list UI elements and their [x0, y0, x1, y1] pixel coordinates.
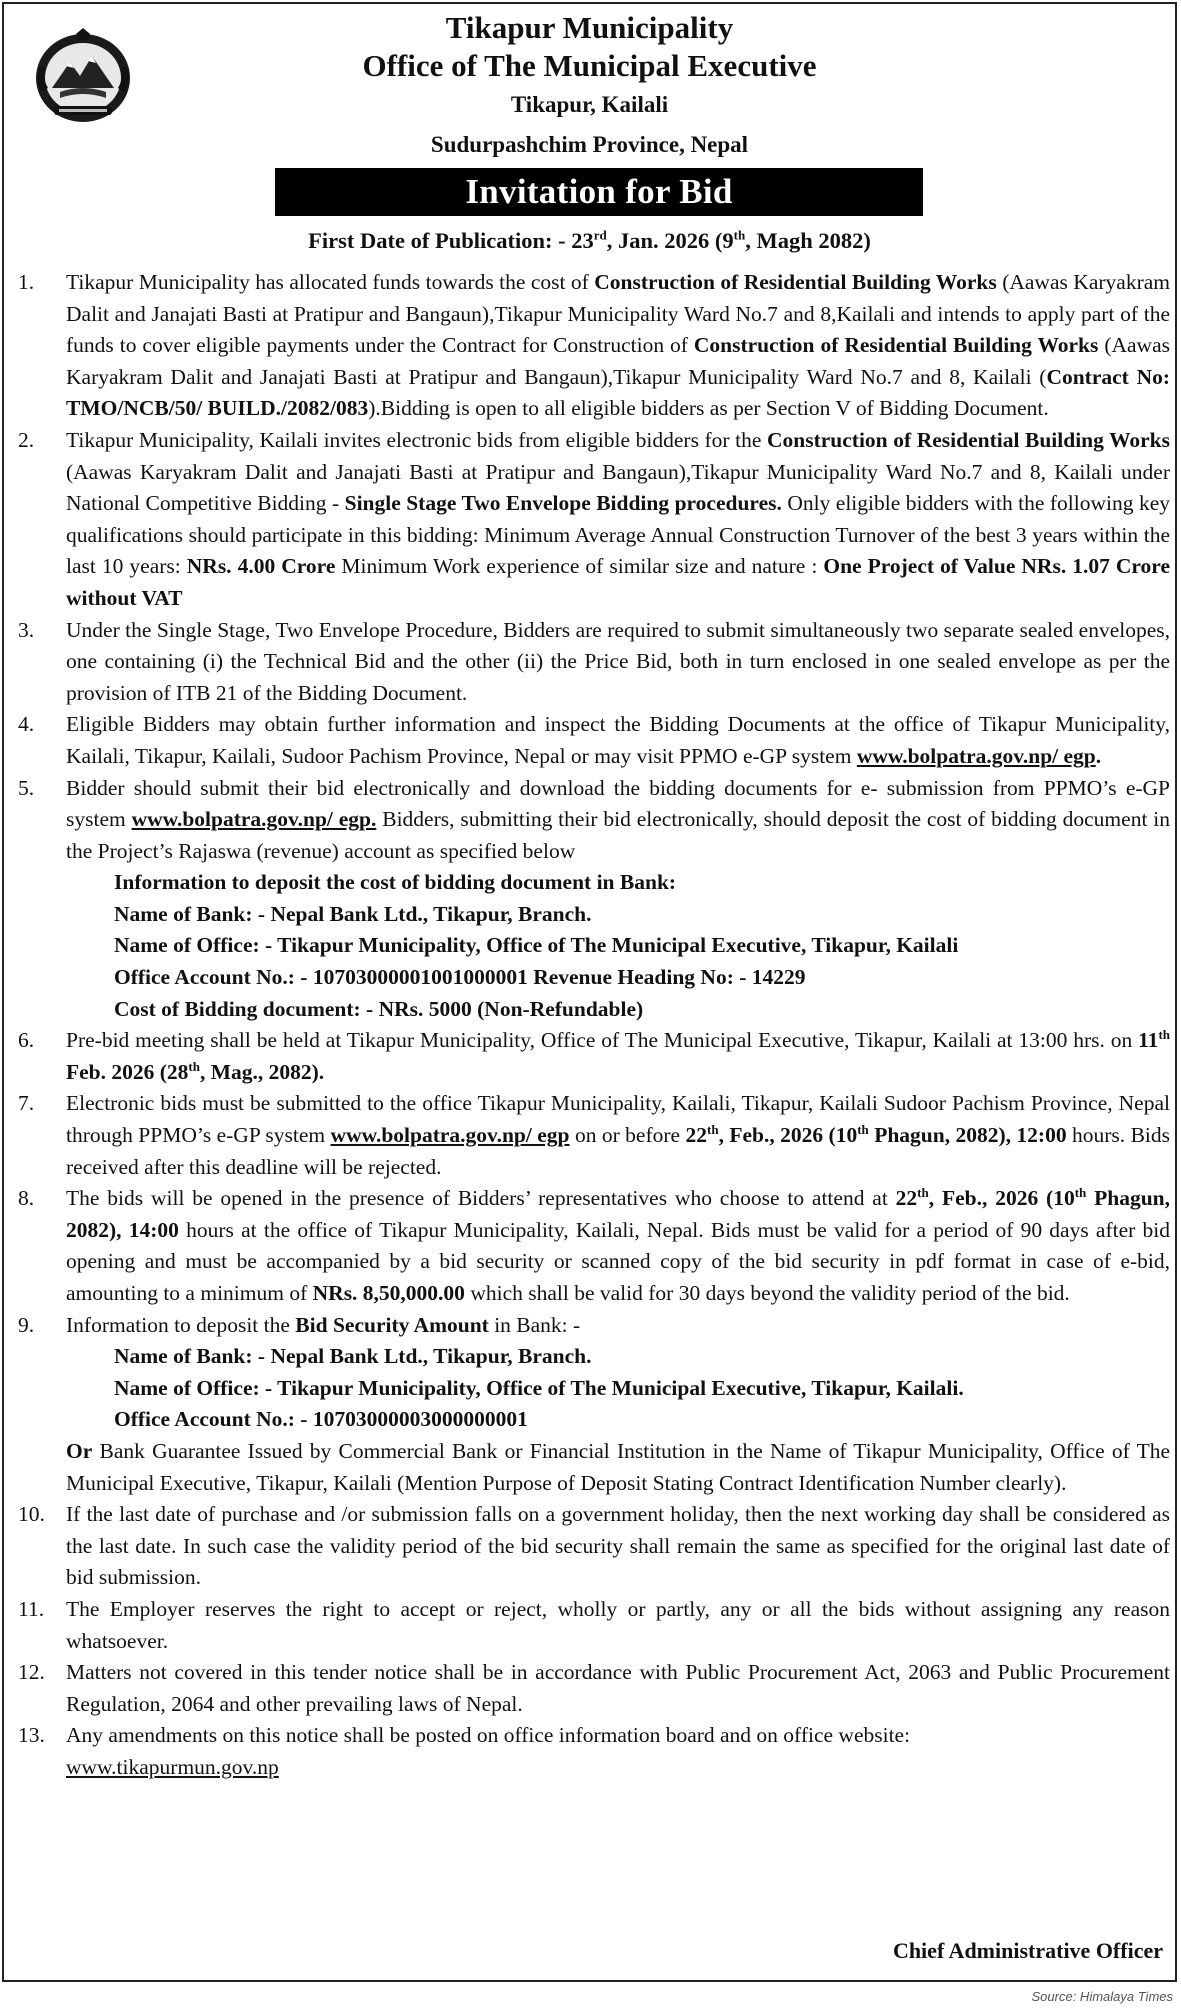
- clause-9: 9. Information to deposit the Bid Security Amount in Bank: - Name of Bank: - Nepal Bank Ltd., Tikapur, Branch. Name of Office: - Tikapur Municipality, Office of The Municipal Executive, Tikapur, Kailali. Office Account No.: - 10703000003000000001 Or Bank Guarantee Issued by Commercial Bank or Financial Institution in the Name of Tikapur Municipality, Office of The Municipal Executive, Tikapur, Kailali (Mention Purpose of Deposit Stating Contract Identification Number clearly).: [18, 1310, 1170, 1500]
- bank-info-heading: Information to deposit the cost of bidding document in Bank:: [114, 870, 677, 895]
- website-link[interactable]: www.tikapurmun.gov.np: [66, 1754, 279, 1779]
- source-credit: Source: Himalaya Times: [1031, 1989, 1173, 2004]
- account-number: Office Account No.: - 10703000001001000001 Revenue Heading No: - 14229: [114, 965, 806, 990]
- notice-title-banner: Invitation for Bid: [275, 168, 923, 216]
- bank-name: Name of Bank: - Nepal Bank Ltd., Tikapur, Branch.: [114, 1344, 592, 1369]
- signature-title: Chief Administrative Officer: [892, 1938, 1163, 1963]
- office-name-line: Name of Office: - Tikapur Municipality, Office of The Municipal Executive, Tikapur, Kailali.: [114, 1375, 964, 1400]
- clause-7: 7. Electronic bids must be submitted to the office Tikapur Municipality, Kailali, Tikapur, Kailali Sudoor Pachism Province, Nepal through PPMO’s e-GP system www.bolpatra.gov.np/ egp on or before 22th, Feb., 2026 (10th Phagun, 2082), 12:00 hours. Bids received after this deadline will be rejected.: [18, 1091, 1170, 1179]
- bank-guarantee-text: Or Bank Guarantee Issued by Commercial Bank or Financial Institution in the Name of Tikapur Municipality, Office of The Municipal Executive, Tikapur, Kailali (Mention Purpose of Deposit Stating Contract Identification Number clearly).: [66, 1438, 1170, 1495]
- clause-2: 2. Tikapur Municipality, Kailali invites electronic bids from eligible bidders for the Construction of Residential Building Works (Aawas Karyakram Dalit and Janajati Basti at Pratipur and Bangaun),Tikapur Municipality Ward No.7 and 8, Kailali under National Competitive Bidding - Single Stage Two Envelope Bidding procedures. Only eligible bidders with the following key qualifications should participate in this bidding: Minimum Average Annual Construction Turnover of the best 3 years within the last 10 years: NRs. 4.00 Crore Minimum Work experience of similar size and nature : One Project of Value NRs. 1.07 Crore without VAT: [18, 427, 1170, 610]
- clause-6: 6. Pre-bid meeting shall be held at Tikapur Municipality, Office of The Municipal Executive, Tikapur, Kailali at 13:00 hrs. on 11th Feb. 2026 (28th, Mag., 2082).: [18, 1027, 1170, 1084]
- clause-4: 4. Eligible Bidders may obtain further information and inspect the Bidding Documents at the office of Tikapur Municipality, Kailali, Tikapur, Kailali, Sudoor Pachism Province, Nepal or may visit PPMO e-GP system www.bolpatra.gov.np/ egp.: [18, 712, 1170, 768]
- clause-5: 5. Bidder should submit their bid electronically and download the bidding documents for e- submission from PPMO’s e-GP system www.bolpatra.gov.np/ egp. Bidders, submitting their bid electronically, should deposit the cost of bidding document in the Project’s Rajaswa (revenue) account as specified below Information to deposit the cost of bidding document in Bank: Name of Bank: - Nepal Bank Ltd., Tikapur, Branch. Name of Office: - Tikapur Municipality, Office of The Municipal Executive, Tikapur, Kailali Office Account No.: - 10703000001001000001 Revenue Heading No: - 14229 Cost of Bidding document: - NRs. 5000 (Non-Refundable): [18, 773, 1170, 1026]
- bolpatra-link[interactable]: www.bolpatra.gov.np/ egp.: [131, 807, 377, 832]
- bolpatra-link[interactable]: www.bolpatra.gov.np/ egp: [856, 743, 1096, 768]
- clause-10: 10. If the last date of purchase and /or submission falls on a government holiday, then the next working day shall be considered as the last date. In such case the validity period of the bid security shall remain the same as specified for the original last date of bid submission.: [18, 1502, 1170, 1590]
- clause-12: 12. Matters not covered in this tender notice shall be in accordance with Public Procurement Act, 2063 and Public Procurement Regulation, 2064 and other prevailing laws of Nepal.: [18, 1660, 1170, 1716]
- bank-name: Name of Bank: - Nepal Bank Ltd., Tikapur, Branch.: [114, 901, 592, 926]
- clause-11: 11. The Employer reserves the right to accept or reject, wholly or partly, any or all the bids without assigning any reason whatsoever.: [18, 1596, 1170, 1653]
- municipality-name: Tikapur Municipality: [445, 10, 734, 45]
- office-location: Tikapur, Kailali: [510, 92, 669, 117]
- clause-13: 13. Any amendments on this notice shall be posted on office information board and on office website: www.tikapurmun.gov.np: [18, 1723, 911, 1779]
- publication-date: First Date of Publication: - 23rd, Jan. 2026 (9th, Magh 2082): [308, 227, 871, 253]
- notice-clauses: [18, 267, 1170, 1784]
- bolpatra-link[interactable]: www.bolpatra.gov.np/ egp: [330, 1123, 570, 1148]
- province: Sudurpashchim Province, Nepal: [430, 132, 749, 157]
- office-name-line: Name of Office: - Tikapur Municipality, Office of The Municipal Executive, Tikapur, Kailali: [114, 933, 959, 958]
- account-number: Office Account No.: - 10703000003000000001: [114, 1407, 528, 1432]
- clause-1: 1. Tikapur Municipality has allocated funds towards the cost of Construction of Residential Building Works (Aawas Karyakram Dalit and Janajati Basti at Pratipur and Bangaun),Tikapur Municipality Ward No.7 and 8,Kailali and intends to apply part of the funds to cover eligible payments under the Contract for Construction of Construction of Residential Building Works (Aawas Karyakram Dalit and Janajati Basti at Pratipur and Bangaun),Tikapur Municipality Ward No.7 and 8, Kailali (Contract No: TMO/NCB/50/ BUILD./2082/083).Bidding is open to all eligible bidders as per Section V of Bidding Document.: [18, 270, 1170, 421]
- tender-notice: [2, 2, 1177, 1982]
- office-name: Office of The Municipal Executive: [362, 48, 817, 83]
- clause-8: 8. The bids will be opened in the presence of Bidders’ representatives who choose to attend at 22th, Feb., 2026 (10th Phagun, 2082), 14:00 hours at the office of Tikapur Municipality, Kailali, Nepal. Bids must be valid for a period of 90 days after bid opening and must be accompanied by a bid security or scanned copy of the bid security in pdf format in case of e-bid, amounting to a minimum of NRs. 8,50,000.00 which shall be valid for 30 days beyond the validity period of the bid.: [18, 1185, 1170, 1305]
- clause-3: 3. Under the Single Stage, Two Envelope Procedure, Bidders are required to submit simultaneously two separate sealed envelopes, one containing (i) the Technical Bid and the other (ii) the Price Bid, both in turn enclosed in one sealed envelope as per the provision of ITB 21 of the Bidding Document.: [18, 617, 1170, 705]
- document-cost: Cost of Bidding document: - NRs. 5000 (Non-Refundable): [114, 996, 644, 1021]
